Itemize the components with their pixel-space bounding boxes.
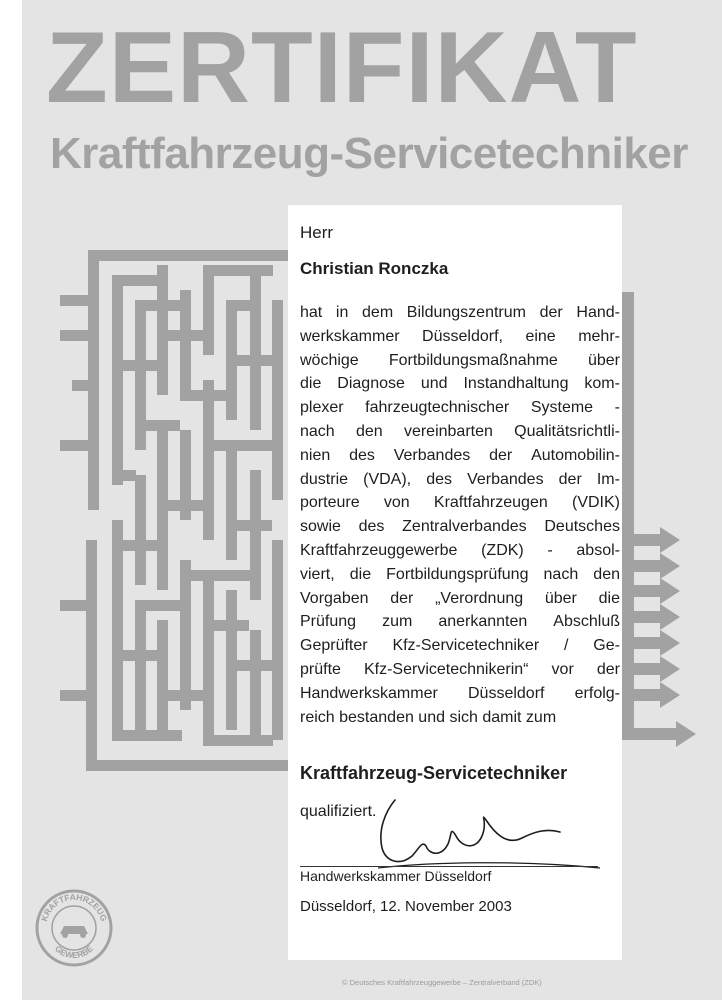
body-line: plexer fahrzeugtechnischer Systeme - <box>300 399 620 417</box>
qualification-title: Kraftfahrzeug-Servicetechniker <box>300 763 568 783</box>
kfz-gewerbe-logo <box>34 888 114 968</box>
signature-line <box>300 866 598 867</box>
body-line: viert, die Fortbildungsprüfung nach den <box>300 565 620 583</box>
qualified-word: qualifiziert. <box>300 803 377 820</box>
body-line: nach den vereinbarten Qualitätsrichtli- <box>300 422 620 440</box>
body-line: Prüfung zum anerkannten Abschluß <box>300 613 620 631</box>
recipient-name: Christian Ronczka <box>300 259 449 278</box>
body-line: Kraftfahrzeuggewerbe (ZDK) - absol- <box>300 541 620 559</box>
salutation: Herr <box>300 223 334 242</box>
body-line: prüfte Kfz-Servicetechnikerin“ vor der <box>300 660 620 678</box>
body-line: dustrie (VDA), des Verbandes der Im- <box>300 470 620 488</box>
body-line: die Diagnose und Instandhaltung kom- <box>300 375 620 393</box>
copyright-notice: © Deutsches Kraftfahrzeuggewerbe – Zentralverband (ZDK) <box>342 978 542 987</box>
body-line: sowie des Zentralverbandes Deutsches <box>300 518 620 536</box>
svg-text:GEWERBE: GEWERBE <box>53 943 95 961</box>
body-line: nien des Verbandes der Automobilin- <box>300 446 620 464</box>
place-and-date: Düsseldorf, 12. November 2003 <box>300 898 512 915</box>
body-line: werkskammer Düsseldorf, eine mehr- <box>300 327 620 345</box>
body-line: hat in dem Bildungszentrum der Hand- <box>300 304 620 321</box>
body-line: porteure von Kraftfahrzeugen (VDIK) <box>300 494 620 512</box>
certificate-subtitle: Kraftfahrzeug-Servicetechniker <box>50 129 688 178</box>
certificate-title: ZERTIFIKAT <box>46 12 638 124</box>
body-line: Geprüfter Kfz-Servicetechniker / Ge- <box>300 637 620 655</box>
issuer-name: Handwerkskammer Düsseldorf <box>300 868 492 884</box>
body-line: Vorgaben der „Verordnung über die <box>300 589 620 607</box>
svg-text:KRAFTFAHRZEUG: KRAFTFAHRZEUG <box>38 891 110 923</box>
body-line: Handwerkskammer Düsseldorf erfolg- <box>300 684 620 702</box>
body-line: wöchige Fortbildungsmaßnahme über <box>300 351 620 369</box>
body-line: reich bestanden und sich damit zum <box>300 708 557 726</box>
